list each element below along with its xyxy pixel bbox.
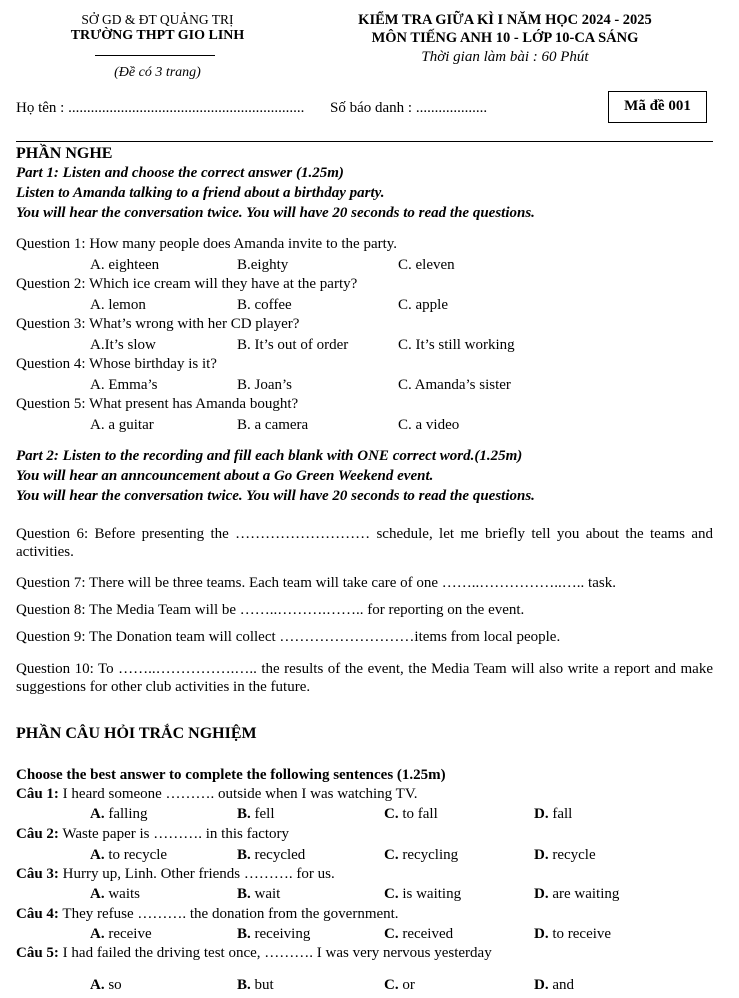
exam-title: KIỂM TRA GIỮA KÌ I NĂM HỌC 2024 - 2025: [358, 12, 652, 28]
option-letter: D.: [534, 886, 549, 902]
option-text: received: [402, 926, 454, 942]
option-2a[interactable]: A. lemon: [90, 297, 146, 313]
mcq-question-text: Waste paper is ………. in this factory: [58, 826, 290, 842]
exam-time: Thời gian làm bài : 60 Phút: [421, 49, 589, 65]
mcq-3-option-d[interactable]: [534, 886, 619, 903]
mcq-question-label: Câu 2:: [16, 826, 59, 842]
mcq-5-option-d[interactable]: [534, 977, 574, 994]
option-text: but: [254, 977, 274, 993]
option-letter: D.: [534, 977, 549, 993]
mcq-5-option-b[interactable]: [237, 977, 274, 994]
mcq-section-title: PHẦN CÂU HỎI TRẮC NGHIỆM: [16, 725, 257, 742]
mcq-2-option-b[interactable]: [237, 847, 305, 864]
option-text: recycled: [254, 847, 306, 863]
option-letter: B.: [237, 886, 251, 902]
option-text: fall: [552, 806, 573, 822]
option-letter: B.: [237, 806, 251, 822]
option-letter: D.: [534, 847, 549, 863]
question-3: Question 3: What’s wrong with her CD player?: [16, 316, 300, 332]
option-3b[interactable]: B. It’s out of order: [237, 337, 349, 353]
mcq-2-option-d[interactable]: [534, 847, 596, 864]
school-name: TRƯỜNG THPT GIO LINH: [70, 28, 245, 43]
option-2b[interactable]: B. coffee: [237, 297, 292, 313]
mcq-5-option-c[interactable]: [384, 977, 415, 994]
mcq-4-option-a[interactable]: [90, 926, 152, 943]
mcq-1-option-a[interactable]: [90, 806, 148, 823]
exam-code: Mã đề 001: [624, 98, 691, 114]
mcq-4-option-c[interactable]: [384, 926, 453, 943]
mcq-question-text: Hurry up, Linh. Other friends ………. for us.: [58, 866, 335, 882]
option-5c[interactable]: C. a video: [398, 417, 460, 433]
option-letter: B.: [237, 926, 251, 942]
mcq-1-option-c[interactable]: [384, 806, 438, 823]
option-4b[interactable]: B. Joan’s: [237, 377, 293, 393]
mcq-instruction: Choose the best answer to complete the following sentences (1.25m): [16, 767, 446, 783]
question-8: Question 8: The Media Team will be ……..……….…….. for reporting on the event.: [16, 602, 525, 618]
option-letter: A.: [90, 926, 105, 942]
question-1: Question 1: How many people does Amanda invite to the party.: [16, 236, 398, 252]
option-letter: A.: [90, 847, 105, 863]
mcq-3-option-a[interactable]: [90, 886, 140, 903]
option-4c[interactable]: C. Amanda’s sister: [398, 377, 511, 393]
mcq-2-option-c[interactable]: [384, 847, 458, 864]
mcq-4-option-d[interactable]: [534, 926, 611, 943]
part1-title: Part 1: Listen and choose the correct answer (1.25m): [16, 165, 344, 181]
subject-title: MÔN TIẾNG ANH 10 - LỚP 10-CA SÁNG: [371, 30, 639, 46]
mcq-question-label: Câu 3:: [16, 866, 59, 882]
mcq-1-option-d[interactable]: [534, 806, 572, 823]
option-1a[interactable]: A. eighteen: [90, 257, 160, 273]
mcq-4-option-b[interactable]: [237, 926, 310, 943]
option-letter: C.: [384, 926, 399, 942]
option-text: fell: [254, 806, 275, 822]
mcq-question-4: [16, 906, 399, 923]
option-letter: A.: [90, 977, 105, 993]
option-letter: B.: [237, 977, 251, 993]
mcq-question-5: [16, 945, 492, 962]
listening-section-title: PHẦN NGHE: [16, 145, 113, 162]
question-5: Question 5: What present has Amanda bought?: [16, 396, 299, 412]
question-7: Question 7: There will be three teams. Each team will take care of one ……..……………..….. task.: [16, 575, 616, 591]
option-letter: B.: [237, 847, 251, 863]
option-1c[interactable]: C. eleven: [398, 257, 455, 273]
question-10: Question 10: To ……..…………….….. the results of the event, the Media Team will also write a report and make suggestions for other club activities in the future.: [16, 661, 713, 695]
option-text: recycle: [552, 847, 596, 863]
mcq-question-text: They refuse ………. the donation from the government.: [58, 906, 399, 922]
option-text: so: [108, 977, 122, 993]
department-name: SỞ GD & ĐT QUẢNG TRỊ: [81, 12, 234, 27]
mcq-question-2: [16, 826, 289, 843]
option-3c[interactable]: C. It’s still working: [398, 337, 515, 353]
pages-note: (Đề có 3 trang): [114, 65, 201, 80]
option-text: recycling: [402, 847, 459, 863]
option-5a[interactable]: A. a guitar: [90, 417, 154, 433]
option-text: to receive: [552, 926, 612, 942]
header-separator: [16, 141, 713, 142]
option-text: receiving: [254, 926, 311, 942]
option-1b[interactable]: B.eighty: [237, 257, 289, 273]
part1-context: Listen to Amanda talking to a friend about a birthday party.: [16, 185, 385, 201]
option-5b[interactable]: B. a camera: [237, 417, 309, 433]
option-2c[interactable]: C. apple: [398, 297, 448, 313]
option-letter: D.: [534, 806, 549, 822]
mcq-1-option-b[interactable]: [237, 806, 275, 823]
option-4a[interactable]: A. Emma’s: [90, 377, 158, 393]
question-9: Question 9: The Donation team will collect ………………………items from local people.: [16, 629, 561, 645]
mcq-question-text: I had failed the driving test once, ………. I was very nervous yesterday: [58, 945, 492, 961]
option-3a[interactable]: A.It’s slow: [90, 337, 156, 353]
option-text: or: [402, 977, 415, 993]
part2-context: You will hear an anncouncement about a Go Green Weekend event.: [16, 468, 434, 484]
mcq-5-option-a[interactable]: [90, 977, 122, 994]
option-text: receive: [108, 926, 152, 942]
mcq-question-text: I heard someone ………. outside when I was watching TV.: [58, 786, 418, 802]
mcq-question-label: Câu 1:: [16, 786, 59, 802]
mcq-question-3: [16, 866, 335, 883]
option-text: waits: [108, 886, 141, 902]
option-letter: A.: [90, 886, 105, 902]
option-letter: A.: [90, 806, 105, 822]
mcq-2-option-a[interactable]: [90, 847, 167, 864]
option-text: falling: [108, 806, 148, 822]
part1-instruction: You will hear the conversation twice. You will have 20 seconds to read the questions.: [16, 205, 535, 221]
option-letter: D.: [534, 926, 549, 942]
question-6: Question 6: Before presenting the ……………………… schedule, let me briefly tell you about the teams and activities.: [16, 526, 713, 560]
option-text: and: [552, 977, 575, 993]
option-letter: C.: [384, 977, 399, 993]
header-divider: [95, 55, 215, 56]
mcq-question-label: Câu 4:: [16, 906, 59, 922]
option-text: wait: [254, 886, 281, 902]
option-text: is waiting: [402, 886, 462, 902]
student-id-field[interactable]: Số báo danh : ...................: [330, 100, 488, 116]
option-text: to fall: [402, 806, 438, 822]
mcq-question-label: Câu 5:: [16, 945, 59, 961]
mcq-3-option-b[interactable]: [237, 886, 280, 903]
option-text: are waiting: [552, 886, 620, 902]
mcq-question-1: [16, 786, 417, 803]
question-2: Question 2: Which ice cream will they have at the party?: [16, 276, 358, 292]
option-text: to recycle: [108, 847, 168, 863]
student-name-field[interactable]: Họ tên : ...............................................................: [16, 100, 305, 116]
option-letter: C.: [384, 886, 399, 902]
option-letter: C.: [384, 806, 399, 822]
part2-title: Part 2: Listen to the recording and fill each blank with ONE correct word.(1.25m): [16, 448, 523, 464]
part2-instruction: You will hear the conversation twice. You will have 20 seconds to read the questions.: [16, 488, 535, 504]
option-letter: C.: [384, 847, 399, 863]
mcq-3-option-c[interactable]: [384, 886, 461, 903]
question-4: Question 4: Whose birthday is it?: [16, 356, 217, 372]
